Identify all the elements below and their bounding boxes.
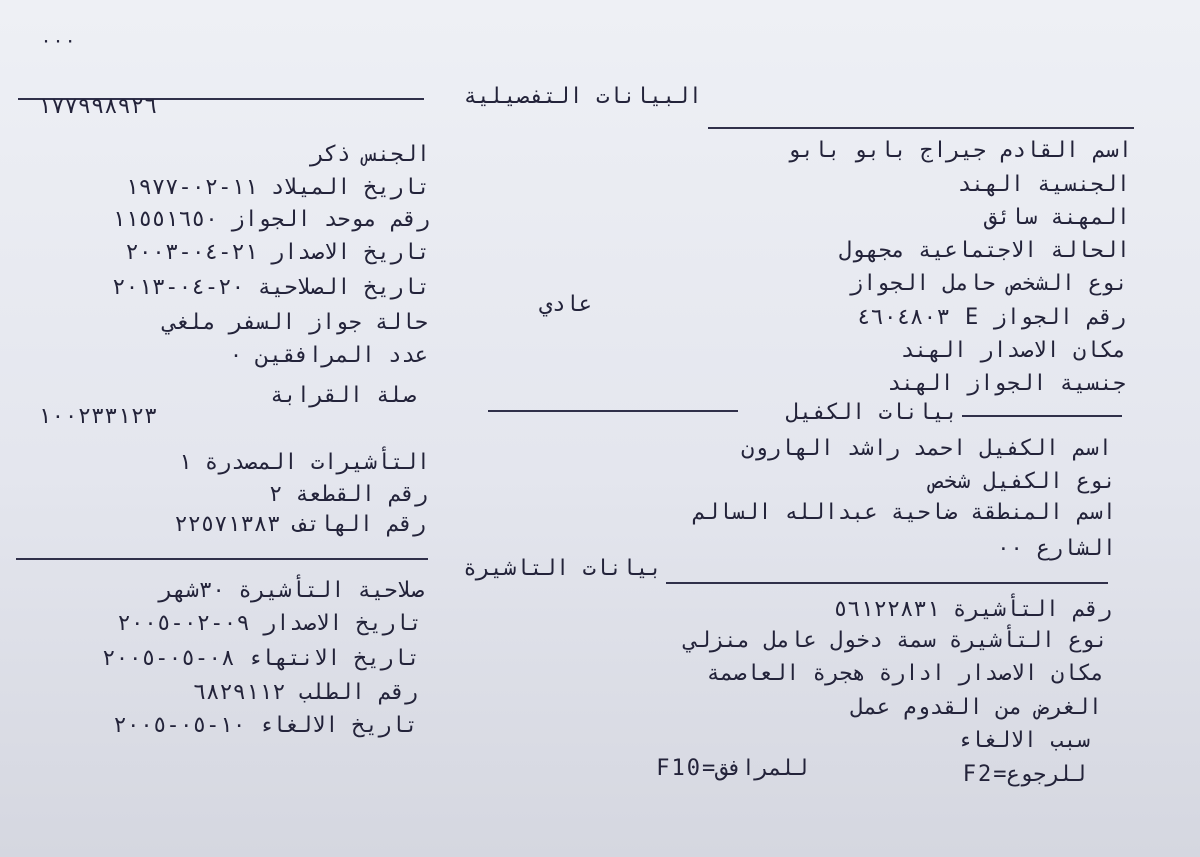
visa-section-title: بيانات التاشيرة	[463, 556, 662, 581]
person-id-number: ١٧٧٩٩٨٩٢٦	[38, 94, 158, 119]
field-visa-validity: صلاحية التأشيرة ٣٠شهر	[159, 578, 424, 603]
field-passport-nationality: جنسية الجواز الهند	[887, 371, 1126, 396]
field-cancel-date: تاريخ الالغاء ١٠-٠٥-٢٠٠٥	[113, 713, 418, 738]
visa-rule-left	[16, 558, 428, 560]
top-dots: ٠٠٠	[40, 28, 77, 52]
sponsor-rule-right	[962, 415, 1122, 417]
field-arrival-purpose: الغرض من القدوم عمل	[850, 695, 1102, 720]
field-cancel-reason: سبب الالغاء	[957, 728, 1090, 753]
field-profession: المهنة سائق	[984, 205, 1130, 230]
companion-key-hint[interactable]: للمرافق=F10	[656, 756, 808, 781]
field-companions-count: عدد المرافقين ٠	[229, 343, 428, 368]
field-phone-number: رقم الهاتف ٢٢٥٧١٣٨٣	[174, 512, 426, 537]
field-marital-status: الحالة الاجتماعية مجهول	[838, 238, 1130, 263]
field-passport-status: حالة جواز السفر ملغي	[163, 310, 428, 335]
field-visa-type: نوع التأشيرة سمة دخول عامل منزلي	[684, 628, 1108, 653]
field-birth-date: تاريخ الميلاد ١١-٠٢-١٩٧٧	[125, 175, 430, 200]
field-area-name: اسم المنطقة ضاحية عبدالله السالم	[692, 500, 1116, 525]
field-issue-place: مكان الاصدار الهند	[900, 338, 1126, 363]
field-nationality: الجنسية الهند	[957, 172, 1130, 197]
field-issued-visas: التأشيرات المصدرة ١	[178, 450, 430, 475]
field-visa-expiry-date: تاريخ الانتهاء ٠٨-٠٥-٢٠٠٥	[102, 646, 420, 671]
details-rule-right	[708, 127, 1134, 129]
field-passport-number: رقم الجواز E ٤٦٠٤٨٠٣	[857, 305, 1126, 330]
relation-label: صلة القرابة	[270, 383, 416, 408]
field-street: الشارع ٠٠	[996, 536, 1116, 561]
return-key-hint[interactable]: للرجوع=F2	[962, 762, 1086, 787]
field-issue-date: تاريخ الاصدار ٢١-٠٤-٢٠٠٣	[125, 240, 430, 265]
field-expiry-date: تاريخ الصلاحية ٢٠-٠٤-٢٠١٣	[112, 275, 430, 300]
visa-rule-right	[666, 582, 1108, 584]
field-person-type: نوع الشخص حامل الجواز	[849, 271, 1128, 296]
details-section-title: البيانات التفصيلية	[463, 84, 702, 109]
field-unified-passport: رقم موحد الجواز ١١٥٥١٦٥٠	[112, 207, 430, 232]
sponsor-rule-left	[488, 410, 738, 412]
status-normal: عادي	[539, 292, 592, 317]
field-visa-number: رقم التأشيرة ٥٦١٢٢٨٣١	[833, 597, 1112, 622]
field-request-number: رقم الطلب ٦٨٢٩١١٢	[192, 680, 418, 705]
sponsor-id-number: ١٠٠٢٣٣١٢٣	[38, 404, 158, 429]
field-visa-issue-date: تاريخ الاصدار ٠٩-٠٢-٢٠٠٥	[117, 611, 422, 636]
sponsor-section-title: بيانات الكفيل	[785, 400, 958, 425]
field-plot-number: رقم القطعة ٢	[269, 482, 428, 507]
field-arrival-name: اسم القادم جيراج بابو بابو	[787, 138, 1132, 163]
field-sponsor-type: نوع الكفيل شخص	[930, 469, 1116, 494]
field-visa-issue-place: مكان الاصدار ادارة هجرة العاصمة	[706, 661, 1104, 686]
field-gender: الجنس ذكر	[310, 142, 430, 167]
field-sponsor-name: اسم الكفيل احمد راشد الهارون	[741, 436, 1112, 461]
